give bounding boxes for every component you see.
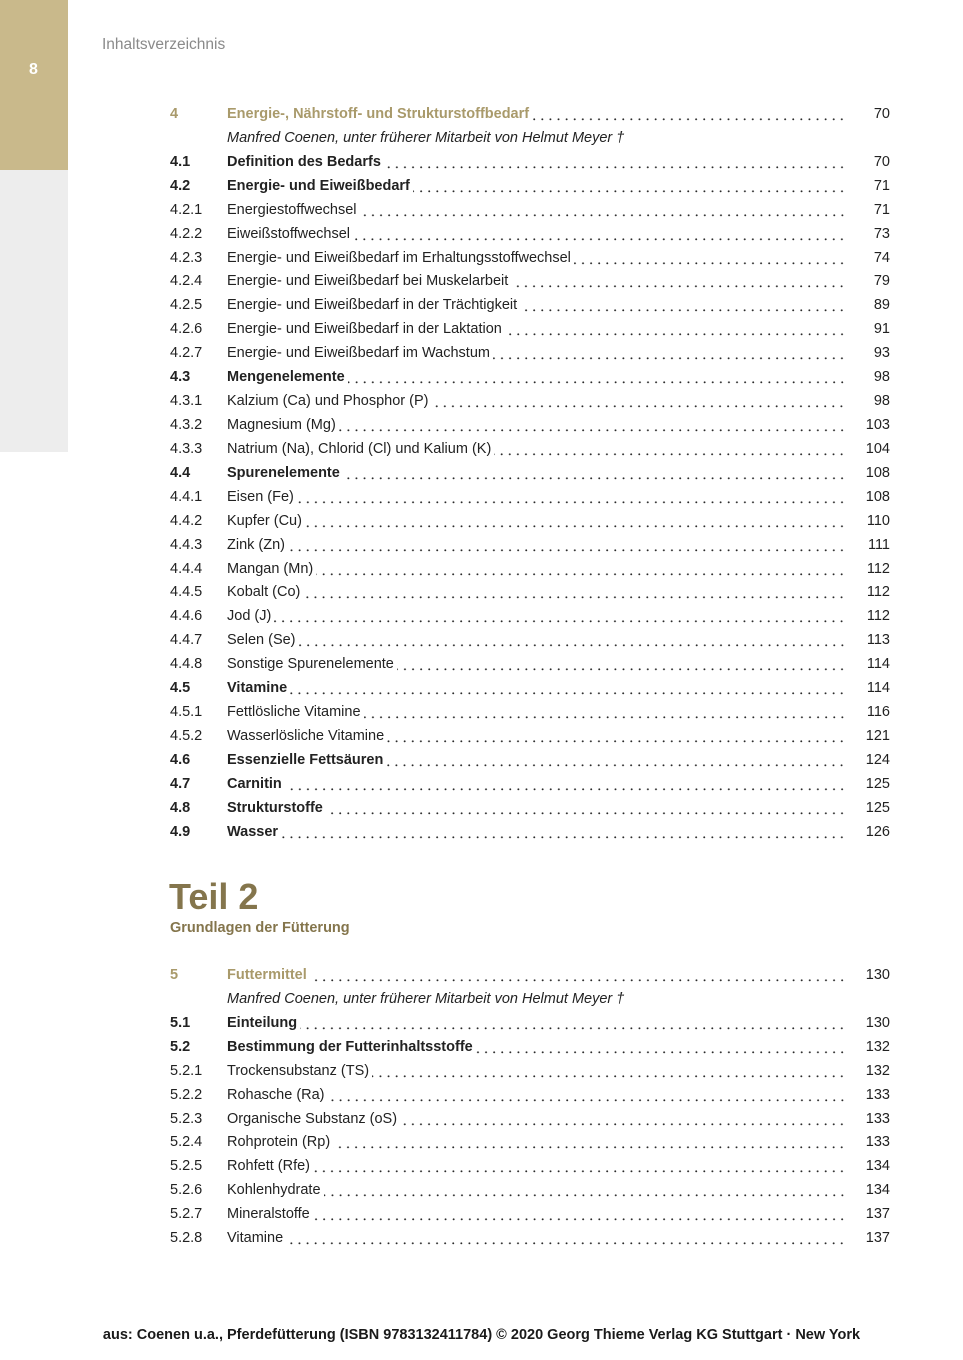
toc-entry-number: 5.2.4: [170, 1134, 203, 1151]
toc-entry-subsection: [170, 486, 890, 510]
toc-entry-chapter: [170, 964, 890, 988]
toc-entry-subsection: [170, 558, 890, 582]
toc-entry-title: Futtermittel: [227, 967, 307, 983]
toc-entry-number: 4.4.3: [170, 536, 203, 553]
part-subtitle: Grundlagen der Fütterung: [170, 920, 350, 936]
toc-entry-number: 5.2.8: [170, 1230, 203, 1247]
toc-dot-leader: [353, 223, 846, 247]
toc-entry-title: Energie- und Eiweißbedarf bei Muskelarbeit: [227, 273, 509, 290]
toc-entry-title: Energie- und Eiweißbedarf in der Trächtigkeit: [227, 297, 518, 314]
toc-entry-page: 134: [865, 1182, 890, 1199]
toc-dot-leader: [511, 270, 846, 294]
toc-entry-section: [170, 1036, 890, 1060]
toc-dot-leader: [339, 414, 846, 438]
toc-entry-page: 71: [873, 177, 890, 194]
toc-entry-page: 112: [866, 584, 890, 601]
part-label: Teil 2: [169, 876, 259, 917]
toc-entry-number: 5.2: [170, 1038, 191, 1055]
toc-entry-subsection: [170, 629, 890, 653]
toc-entry-number: 4.4.1: [170, 488, 203, 505]
toc-dot-leader: [505, 318, 846, 342]
toc-entry-chapter: [170, 103, 890, 127]
toc-entry-page: 137: [865, 1206, 890, 1223]
toc-entry-page: 133: [865, 1110, 890, 1127]
toc-entry-title: Energie- und Eiweißbedarf im Wachstum: [227, 345, 490, 362]
toc-entry-number: 4.2: [170, 177, 191, 194]
toc-entry-title: Energie- und Eiweißbedarf im Erhaltungsstoffwechsel: [227, 249, 571, 266]
toc-entry-title: Rohprotein (Rp): [227, 1134, 331, 1151]
toc-entry-page: 98: [873, 393, 890, 410]
toc-entry-page: 89: [873, 297, 890, 314]
toc-entry-number: 4.6: [170, 751, 191, 768]
toc-entry-title: Energiestoffwechsel: [227, 201, 357, 218]
toc-dot-leader: [532, 103, 846, 127]
toc-entry-title: Natrium (Na), Chlorid (Cl) und Kalium (K): [227, 440, 492, 457]
toc-list-chapter-4: [170, 103, 890, 845]
toc-entry-title: Eiweißstoffwechsel: [227, 225, 351, 242]
toc-entry-page: 112: [866, 608, 890, 625]
toc-dot-leader: [297, 486, 846, 510]
toc-entry-page: 79: [873, 273, 890, 290]
toc-entry-title: Kupfer (Cu): [227, 512, 302, 529]
toc-entry-title: Essenzielle Fettsäuren: [227, 751, 384, 768]
toc-entry-page: 73: [873, 225, 890, 242]
toc-entry-subsection: [170, 1227, 890, 1251]
toc-entry-title: Kalzium (Ca) und Phosphor (P): [227, 393, 429, 410]
toc-entry-title: Definition des Bedarfs: [227, 153, 381, 170]
toc-entry-subsection: [170, 247, 890, 271]
toc-entry-subsection: [170, 270, 890, 294]
toc-author-line: Manfred Coenen, unter früherer Mitarbeit von Helmut Meyer †: [227, 129, 625, 146]
toc-entry-page: 70: [873, 153, 890, 170]
toc-entry-title: Organische Substanz (oS): [227, 1110, 398, 1127]
toc-dot-leader: [274, 605, 846, 629]
toc-entry-number: 4.3.1: [170, 393, 203, 410]
toc-entry-number: 4.4: [170, 464, 191, 481]
source-footer: aus: Coenen u.a., Pferdefütterung (ISBN 9783132411784) © 2020 Georg Thieme Verlag KG Stuttgart · New York: [102, 1327, 861, 1343]
toc-entry-subsection: [170, 1060, 890, 1084]
toc-entry-number: 4.5: [170, 680, 191, 697]
toc-entry-number: 4.5.2: [170, 727, 203, 744]
toc-entry-title: Fettlösliche Vitamine: [227, 704, 361, 721]
toc-entry-section: [170, 175, 890, 199]
toc-entry-number: 4.5.1: [170, 704, 203, 721]
toc-entry-number: 5.2.1: [170, 1062, 203, 1079]
toc-entry-subsection: [170, 605, 890, 629]
toc-entry-page: 134: [865, 1158, 890, 1175]
toc-entry-subsection: [170, 1203, 890, 1227]
toc-entry-number: 4.7: [170, 775, 191, 792]
toc-entry-title: Vitamine: [227, 1230, 284, 1247]
toc-dot-leader: [281, 821, 846, 845]
toc-dot-leader: [313, 1155, 846, 1179]
toc-dot-leader: [328, 1084, 846, 1108]
toc-entry-page: 103: [865, 416, 890, 433]
toc-entry-title: Mineralstoffe: [227, 1206, 310, 1223]
toc-dot-leader: [384, 151, 846, 175]
toc-entry-page: 130: [865, 1014, 890, 1031]
toc-entry-title: Energie-, Nährstoff- und Strukturstoffbedarf: [227, 106, 530, 122]
toc-entry-number: 4.2.5: [170, 297, 203, 314]
toc-entry-page: 74: [873, 249, 890, 266]
toc-entry-number: 5.2.7: [170, 1206, 203, 1223]
toc-dot-leader: [520, 294, 846, 318]
toc-entry-page: 130: [865, 967, 890, 983]
toc-entry-title: Trockensubstanz (TS): [227, 1062, 370, 1079]
toc-entry-title: Carnitin: [227, 775, 282, 792]
toc-entry-title: Wasserlösliche Vitamine: [227, 727, 385, 744]
toc-entry-number: 5: [170, 967, 179, 983]
toc-entry-page: 110: [866, 512, 890, 529]
toc-entry-subsection: [170, 534, 890, 558]
toc-entry-title: Rohasche (Ra): [227, 1086, 325, 1103]
toc-entry-title: Strukturstoffe: [227, 799, 323, 816]
toc-dot-leader: [324, 1179, 846, 1203]
toc-entry-title: Kohlenhydrate: [227, 1182, 321, 1199]
toc-entry-number: 4: [170, 106, 179, 122]
toc-entry-page: 98: [873, 369, 890, 386]
toc-dot-leader: [413, 175, 846, 199]
toc-entry-number: 4.2.2: [170, 225, 203, 242]
toc-entry-title: Kobalt (Co): [227, 584, 301, 601]
toc-entry-page: 70: [873, 106, 890, 122]
toc-entry-number: 4.4.6: [170, 608, 203, 625]
toc-entry-number: 4.4.5: [170, 584, 203, 601]
toc-entry-subsection: [170, 725, 890, 749]
toc-entry-number: 5.2.3: [170, 1110, 203, 1127]
toc-entry-title: Spurenelemente: [227, 464, 340, 481]
toc-entry-page: 104: [865, 440, 890, 457]
toc-entry-subsection: [170, 701, 890, 725]
toc-entry-page: 108: [865, 488, 890, 505]
toc-dot-leader: [303, 581, 846, 605]
toc-dot-leader: [316, 558, 846, 582]
toc-entry-title: Mangan (Mn): [227, 560, 314, 577]
toc-dot-leader: [493, 342, 846, 366]
running-title: Inhaltsverzeichnis: [102, 36, 226, 53]
toc-dot-leader: [299, 629, 846, 653]
toc-entry-page: 108: [865, 464, 890, 481]
toc-entry-section: [170, 151, 890, 175]
toc-entry-subsection: [170, 581, 890, 605]
toc-entry-section: [170, 366, 890, 390]
toc-entry-page: 114: [866, 656, 890, 673]
toc-entry-subsection: [170, 223, 890, 247]
toc-entry-number: 4.2.7: [170, 345, 203, 362]
toc-dot-leader: [286, 1227, 846, 1251]
toc-entry-subsection: [170, 510, 890, 534]
toc-entry-page: 91: [873, 321, 890, 338]
toc-entry-section: [170, 797, 890, 821]
toc-entry-number: 4.2.3: [170, 249, 203, 266]
toc-entry-page: 71: [873, 201, 890, 218]
toc-entry-section: [170, 773, 890, 797]
toc-entry-number: 4.2.4: [170, 273, 203, 290]
toc-entry-number: 4.3.3: [170, 440, 203, 457]
toc-entry-subsection: [170, 1108, 890, 1132]
toc-entry-title: Magnesium (Mg): [227, 416, 336, 433]
toc-dot-leader: [476, 1036, 846, 1060]
toc-entry-page: 132: [865, 1062, 890, 1079]
toc-entry-number: 4.3.2: [170, 416, 203, 433]
toc-entry-section: [170, 749, 890, 773]
toc-dot-leader: [285, 773, 846, 797]
toc-entry-title: Zink (Zn): [227, 536, 285, 553]
toc-entry-number: 5.2.5: [170, 1158, 203, 1175]
margin-strip: [0, 170, 68, 452]
toc-entry-page: 125: [865, 775, 890, 792]
toc-dot-leader: [300, 1012, 846, 1036]
toc-entry-number: 5.1: [170, 1014, 191, 1031]
toc-dot-leader: [310, 964, 846, 988]
toc-dot-leader: [431, 390, 846, 414]
toc-entry-subsection: [170, 1179, 890, 1203]
toc-entry-title: Eisen (Fe): [227, 488, 294, 505]
toc-entry-section: [170, 1012, 890, 1036]
toc-entry-number: 4.2.1: [170, 201, 203, 218]
toc-entry-section: [170, 462, 890, 486]
toc-entry-page: 133: [865, 1086, 890, 1103]
toc-entry-subsection: [170, 1131, 890, 1155]
toc-entry-page: 121: [865, 727, 890, 744]
toc-entry-number: 4.8: [170, 799, 191, 816]
toc-entry-page: 93: [873, 345, 890, 362]
toc-entry-page: 126: [865, 823, 890, 840]
toc-entry-page: 116: [866, 704, 890, 721]
toc-entry-subsection: [170, 390, 890, 414]
toc-entry-title: Mengenelemente: [227, 369, 345, 386]
toc-entry-subsection: [170, 414, 890, 438]
toc-entry-page: 111: [867, 536, 890, 553]
toc-entry-subsection: [170, 318, 890, 342]
toc-entry-title: Bestimmung der Futterinhaltsstoffe: [227, 1038, 473, 1055]
toc-dot-leader: [348, 366, 846, 390]
toc-entry-title: Vitamine: [227, 680, 288, 697]
toc-entry-section: [170, 821, 890, 845]
toc-entry-title: Rohfett (Rfe): [227, 1158, 310, 1175]
toc-entry-number: 4.3: [170, 369, 191, 386]
toc-entry-subsection: [170, 653, 890, 677]
toc-entry-number: 4.4.2: [170, 512, 203, 529]
toc-entry-number: 5.2.2: [170, 1086, 203, 1103]
toc-list-chapter-5: [170, 964, 890, 1251]
toc-entry-subsection: [170, 438, 890, 462]
toc-entry-page: 133: [865, 1134, 890, 1151]
toc-dot-leader: [326, 797, 846, 821]
toc-entry-title: Sonstige Spurenelemente: [227, 656, 394, 673]
toc-dot-leader: [360, 199, 846, 223]
toc-entry-number: 5.2.6: [170, 1182, 203, 1199]
toc-entry-page: 137: [865, 1230, 890, 1247]
page-number-tab: [0, 0, 68, 170]
toc-entry-page: 113: [866, 632, 890, 649]
toc-dot-leader: [333, 1131, 846, 1155]
toc-entry-title: Einteilung: [227, 1014, 298, 1031]
toc-entry-title: Jod (J): [227, 608, 272, 625]
toc-entry-title: Wasser: [227, 823, 279, 840]
toc-dot-leader: [288, 534, 846, 558]
toc-entry-subsection: [170, 199, 890, 223]
toc-dot-leader: [494, 438, 846, 462]
toc-dot-leader: [372, 1060, 846, 1084]
toc-entry-subsection: [170, 1084, 890, 1108]
toc-author-line: Manfred Coenen, unter früherer Mitarbeit von Helmut Meyer †: [227, 990, 625, 1007]
toc-entry-subsection: [170, 1155, 890, 1179]
page-number: 8: [29, 61, 38, 78]
toc-dot-leader: [400, 1108, 846, 1132]
toc-entry-page: 132: [865, 1038, 890, 1055]
toc-entry-number: 4.4.4: [170, 560, 203, 577]
toc-entry-title: Energie- und Eiweißbedarf in der Laktation: [227, 321, 502, 338]
toc-entry-number: 4.4.7: [170, 632, 203, 649]
toc-dot-leader: [386, 749, 846, 773]
toc-dot-leader: [305, 510, 846, 534]
toc-dot-leader: [290, 677, 846, 701]
toc-entry-page: 125: [865, 799, 890, 816]
toc-entry-number: 4.2.6: [170, 321, 203, 338]
toc-entry-subsection: [170, 342, 890, 366]
toc-entry-page: 112: [866, 560, 890, 577]
toc-entry-page: 114: [866, 680, 890, 697]
toc-dot-leader: [364, 701, 846, 725]
toc-entry-page: 124: [865, 751, 890, 768]
toc-entry-number: 4.9: [170, 823, 191, 840]
toc-dot-leader: [343, 462, 846, 486]
toc-entry-subsection: [170, 294, 890, 318]
toc-entry-title: Selen (Se): [227, 632, 296, 649]
toc-entry-number: 4.4.8: [170, 656, 203, 673]
toc-entry-title: Energie- und Eiweißbedarf: [227, 177, 410, 194]
toc-dot-leader: [313, 1203, 846, 1227]
toc-entry-number: 4.1: [170, 153, 191, 170]
toc-dot-leader: [574, 247, 846, 271]
toc-entry-section: [170, 677, 890, 701]
toc-dot-leader: [387, 725, 846, 749]
toc-dot-leader: [397, 653, 846, 677]
